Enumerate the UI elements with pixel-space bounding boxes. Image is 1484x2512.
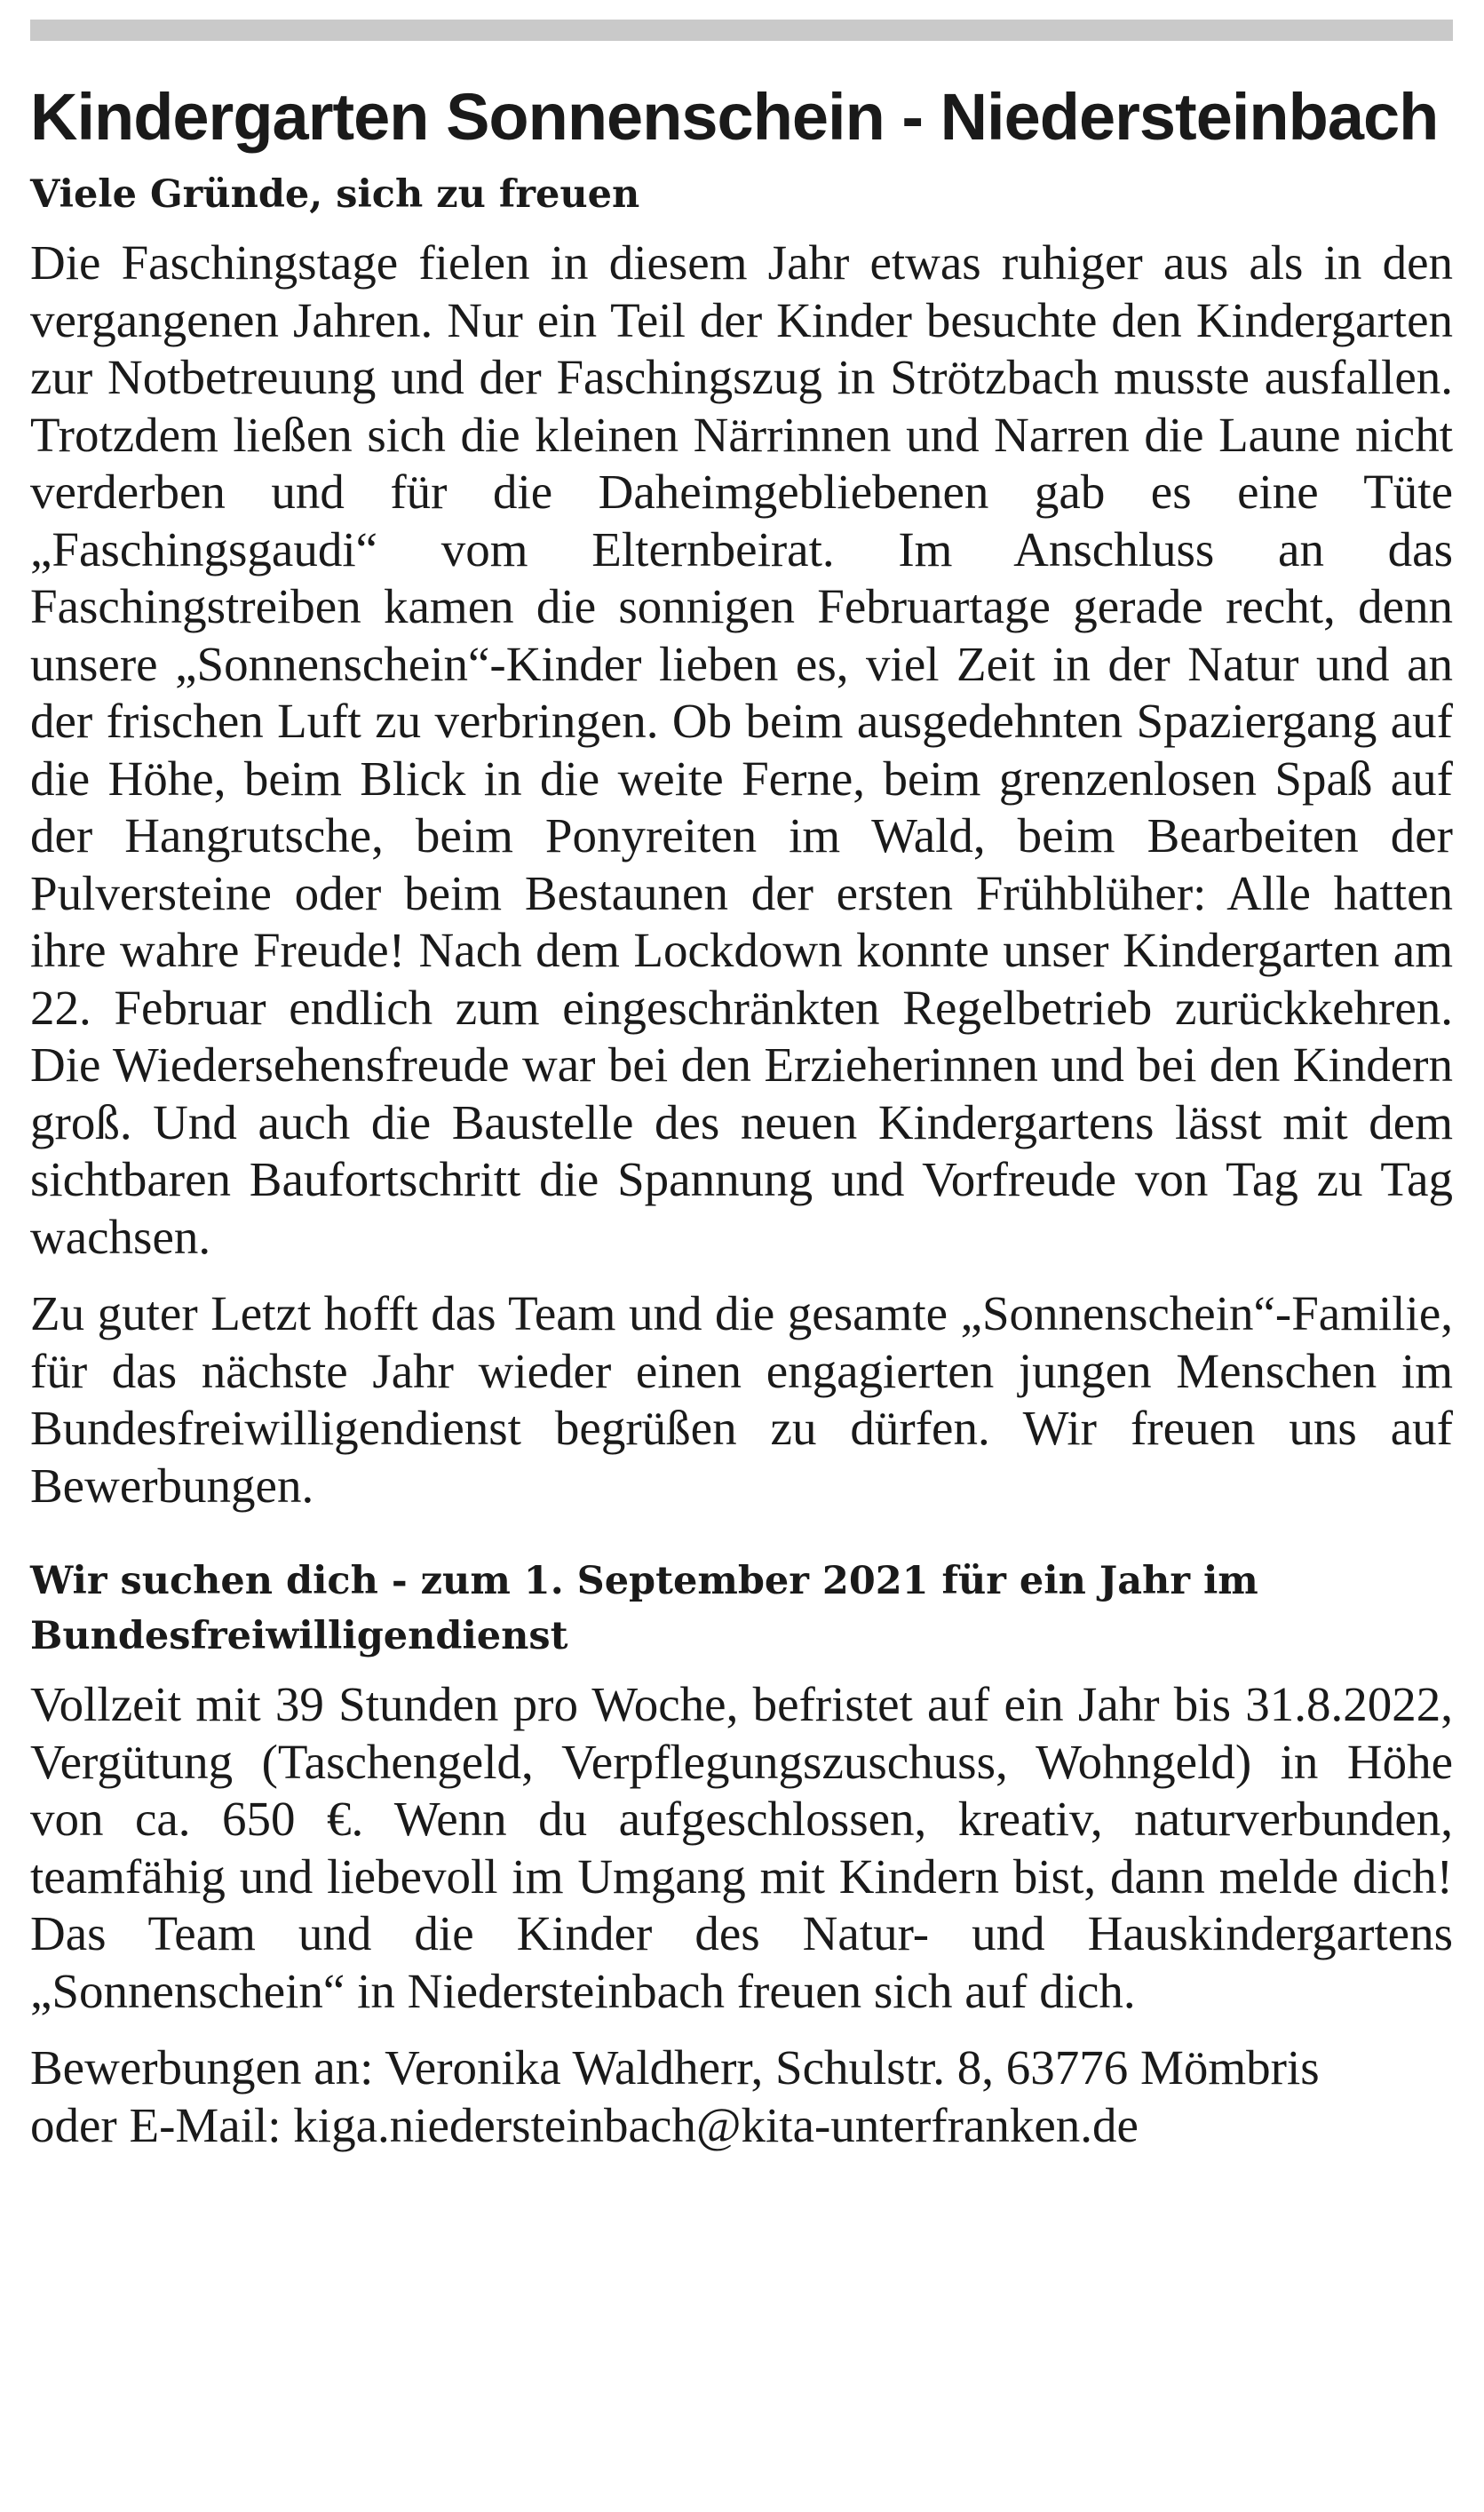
article	[30, 75, 1453, 2154]
top-rule	[30, 20, 1453, 41]
paragraph-team: Zu guter Letzt hofft das Team und die gesamte „Sonnenschein“-Familie, für das nächste Jahr wieder einen engagierten jungen Menschen im Bundesfreiwilligendienst begrüßen zu dürfen. Wir freuen uns auf Bewerbungen.	[30, 1286, 1453, 1513]
article-subtitle: Viele Gründe, sich zu freuen	[30, 172, 640, 217]
paragraph-fasching: Die Faschingstage fielen in diesem Jahr etwas ruhiger aus als in den vergangenen Jahren. Nur ein Teil der Kinder besuchte den Kindergarten zur Notbetreuung und der Faschingszug in Strötzbach musste ausfallen. Trotzdem ließen sich die kleinen Närrinnen und Narren die Laune nicht verderben und für die Daheimgebliebenen gab es eine Tüte „Faschingsgaudi“ vom Elternbeirat. Im Anschluss an das Faschingstreiben kamen die sonnigen Februartage gerade recht, denn unsere „Sonnenschein“-Kinder lieben es, viel Zeit in der Natur und an der frischen Luft zu verbringen. Ob beim ausgedehnten Spaziergang auf die Höhe, beim Blick in die weite Ferne, beim grenzenlosen Spaß auf der Hangrutsche, beim Ponyreiten im Wald, beim Bearbeiten der Pulversteine oder beim Bestaunen der ersten Frühblüher: Alle hatten ihre wahre Freude! Nach dem Lockdown konnte unser Kindergarten am 22. Februar endlich zum eingeschränkten Regelbetrieb zurückkehren. Die Wiedersehensfreude war bei den Erzieherinnen und bei den Kindern groß. Und auch die Baustelle des neuen Kindergartens lässt mit dem sichtbaren Baufortschritt die Spannung und Vorfreude von Tag zu Tag wachsen.	[30, 235, 1453, 1264]
article-title: Kindergarten Sonnenschein - Niedersteinbach	[30, 80, 1439, 154]
contact-address: Bewerbungen an: Veronika Waldherr, Schulstr. 8, 63776 Mömbris	[30, 2040, 1320, 2095]
job-description: Vollzeit mit 39 Stunden pro Woche, befristet auf ein Jahr bis 31.8.2022, Vergütung (Taschengeld, Verpflegungszuschuss, Wohngeld) in Höhe von ca. 650 €. Wenn du aufgeschlossen, kreativ, naturverbunden, teamfähig und liebevoll im Umgang mit Kindern bist, dann melde dich! Das Team und die Kinder des Natur- und Hauskindergartens „Sonnenschein“ in Niedersteinbach freuen sich auf dich.	[30, 1677, 1453, 2018]
job-heading: Wir suchen dich - zum 1. September 2021 für ein Jahr im Bundesfreiwilligendienst	[30, 1559, 1258, 1658]
contact-email: oder E-Mail: kiga.niedersteinbach@kita-unterfranken.de	[30, 2097, 1139, 2152]
